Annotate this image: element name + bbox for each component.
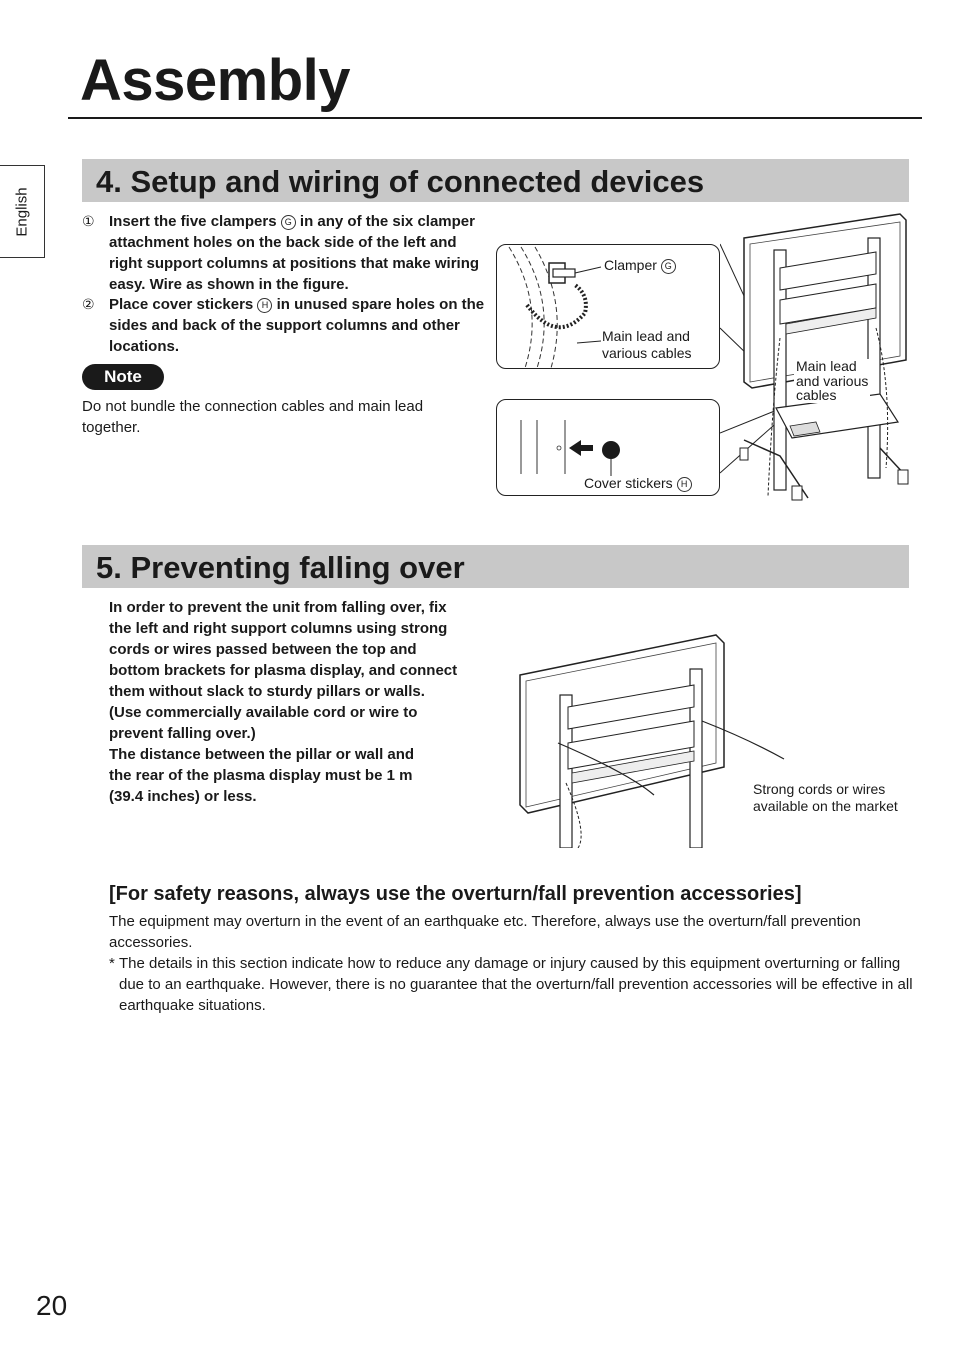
- asterisk: *: [109, 955, 115, 972]
- cords-label: Strong cords or wires available on the market: [753, 781, 898, 814]
- safety-heading: [For safety reasons, always use the overturn/fall prevention accessories]: [109, 883, 802, 905]
- note-text: Do not bundle the connection cables and main lead together.: [82, 398, 424, 436]
- cover-sticker-h-symbol: H: [257, 298, 272, 313]
- safety-note: [109, 953, 914, 1016]
- language-tab: [0, 165, 45, 258]
- cover-sticker-callout: [496, 399, 720, 496]
- fall-prevention-illustration: [518, 633, 788, 848]
- section-5-header: [82, 545, 909, 588]
- title-underline: [68, 117, 922, 119]
- stand-main-lead-label: Main lead and various cables: [796, 358, 869, 403]
- step-2-text: Place cover stickers H in unused spare holes on the sides and back of the support columns and other locations.: [109, 296, 485, 355]
- note-badge: Note: [82, 364, 164, 390]
- section-4-header: [82, 159, 909, 202]
- step-2: [82, 294, 494, 357]
- clamper-g-symbol: G: [281, 215, 296, 230]
- page-title: Assembly: [80, 48, 351, 113]
- language-tab-label: English: [13, 186, 31, 237]
- safety-body: The equipment may overturn in the event of an earthquake etc. Therefore, always use the overturn/fall prevention accessories.: [109, 913, 861, 951]
- main-lead-callout-label: Main lead and various cables: [602, 328, 692, 361]
- safety-note-text: The details in this section indicate how to reduce any damage or injury caused by this equipment overturning or falling due to an earthquake. However, there is no guarantee that the overturn/fall prevention accessories will be effective in all earthquake situations.: [119, 955, 913, 1014]
- clamper-label: Clamper G: [604, 257, 676, 274]
- section-5-body: In order to prevent the unit from falling over, fix the left and right support columns using strong cords or wires passed between the top and bottom brackets for plasma display, and connect them without slack to sturdy pillars or walls. (Use commercially available cord or wire to prevent falling over.) The distance between the pillar or wall and the rear of the plasma display must be 1 m (39.4 inches) or less.: [109, 599, 458, 805]
- page-number: 20: [36, 1290, 68, 1321]
- section-5-heading: 5. Preventing falling over: [96, 550, 465, 585]
- step-1-number: ①: [82, 213, 95, 229]
- step-1: [82, 211, 494, 295]
- section-4-heading: 4. Setup and wiring of connected devices: [96, 164, 705, 199]
- step-1-text: Insert the five clampers G in any of the six clamper attachment holes on the back side of the left and right support columns at positions that make wiring easy. Wire as shown in the figure.: [109, 213, 480, 293]
- step-2-number: ②: [82, 296, 95, 312]
- clamper-callout: [496, 244, 720, 369]
- cover-stickers-label: Cover stickers H: [584, 475, 692, 492]
